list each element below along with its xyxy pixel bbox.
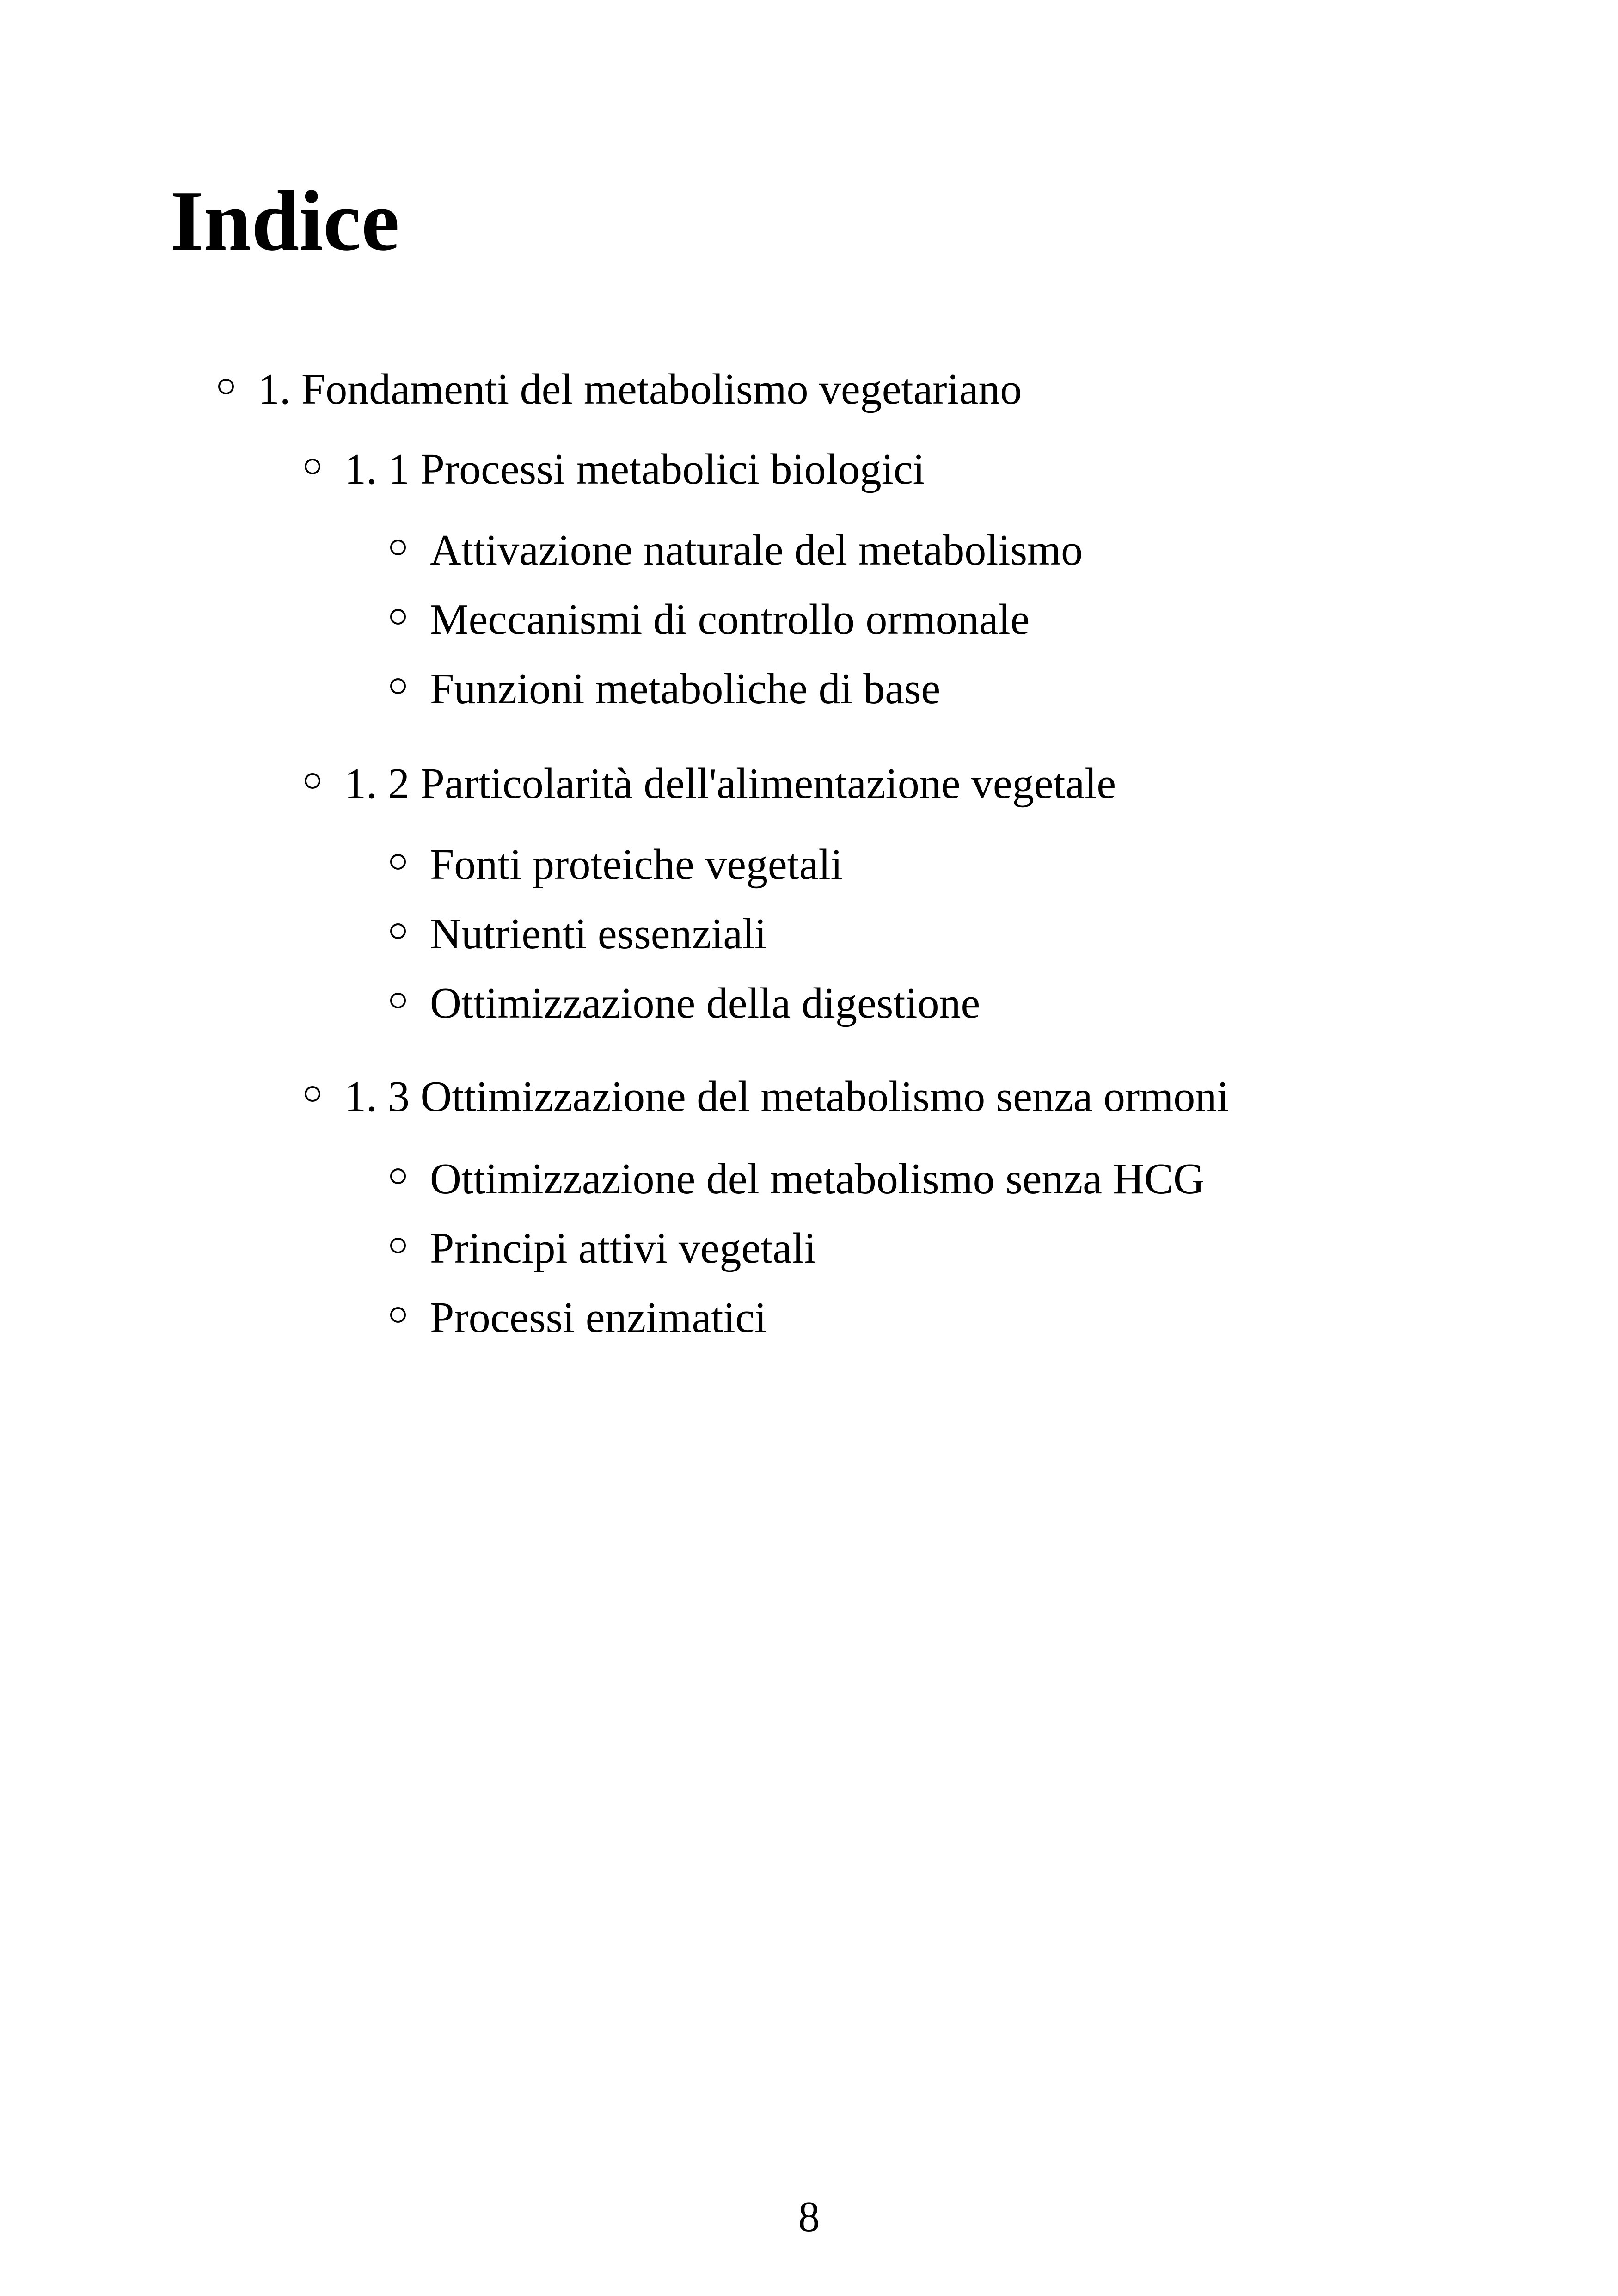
toc-subitem-label: Processi enzimatici — [430, 1294, 767, 1342]
hollow-circle-bullet-icon — [305, 1086, 320, 1102]
hollow-circle-bullet-icon — [218, 379, 234, 394]
toc-subitem-label: Ottimizzazione del metabolismo senza HCG — [430, 1155, 1205, 1203]
toc-section-label: 1. 2 Particolarità dell'alimentazione vegetale — [344, 760, 1116, 808]
hollow-circle-bullet-icon — [390, 1168, 406, 1184]
toc-section-label: 1. 3 Ottimizzazione del metabolismo senza ormoni — [344, 1073, 1229, 1121]
hollow-circle-bullet-icon — [305, 459, 320, 474]
page-number: 8 — [798, 2193, 820, 2241]
hollow-circle-bullet-icon — [305, 773, 320, 789]
toc-subitem-label: Ottimizzazione della digestione — [430, 979, 981, 1027]
hollow-circle-bullet-icon — [390, 609, 406, 625]
toc-subitem-label: Attivazione naturale del metabolismo — [430, 526, 1083, 574]
hollow-circle-bullet-icon — [390, 540, 406, 555]
toc-chapter-label: 1. Fondamenti del metabolismo vegetariano — [258, 365, 1022, 413]
hollow-circle-bullet-icon — [390, 923, 406, 939]
toc-subitem-label: Principi attivi vegetali — [430, 1224, 816, 1272]
page-title: Indice — [170, 173, 400, 269]
toc-subitem-label: Meccanismi di controllo ormonale — [430, 595, 1030, 644]
hollow-circle-bullet-icon — [390, 854, 406, 870]
hollow-circle-bullet-icon — [390, 1307, 406, 1323]
toc-subitem-label: Funzioni metaboliche di base — [430, 665, 941, 713]
hollow-circle-bullet-icon — [390, 1238, 406, 1253]
toc-subitem-label: Nutrienti essenziali — [430, 910, 767, 958]
hollow-circle-bullet-icon — [390, 678, 406, 694]
toc-section-label: 1. 1 Processi metabolici biologici — [344, 445, 925, 493]
toc-subitem-label: Fonti proteiche vegetali — [430, 841, 843, 889]
hollow-circle-bullet-icon — [390, 993, 406, 1008]
